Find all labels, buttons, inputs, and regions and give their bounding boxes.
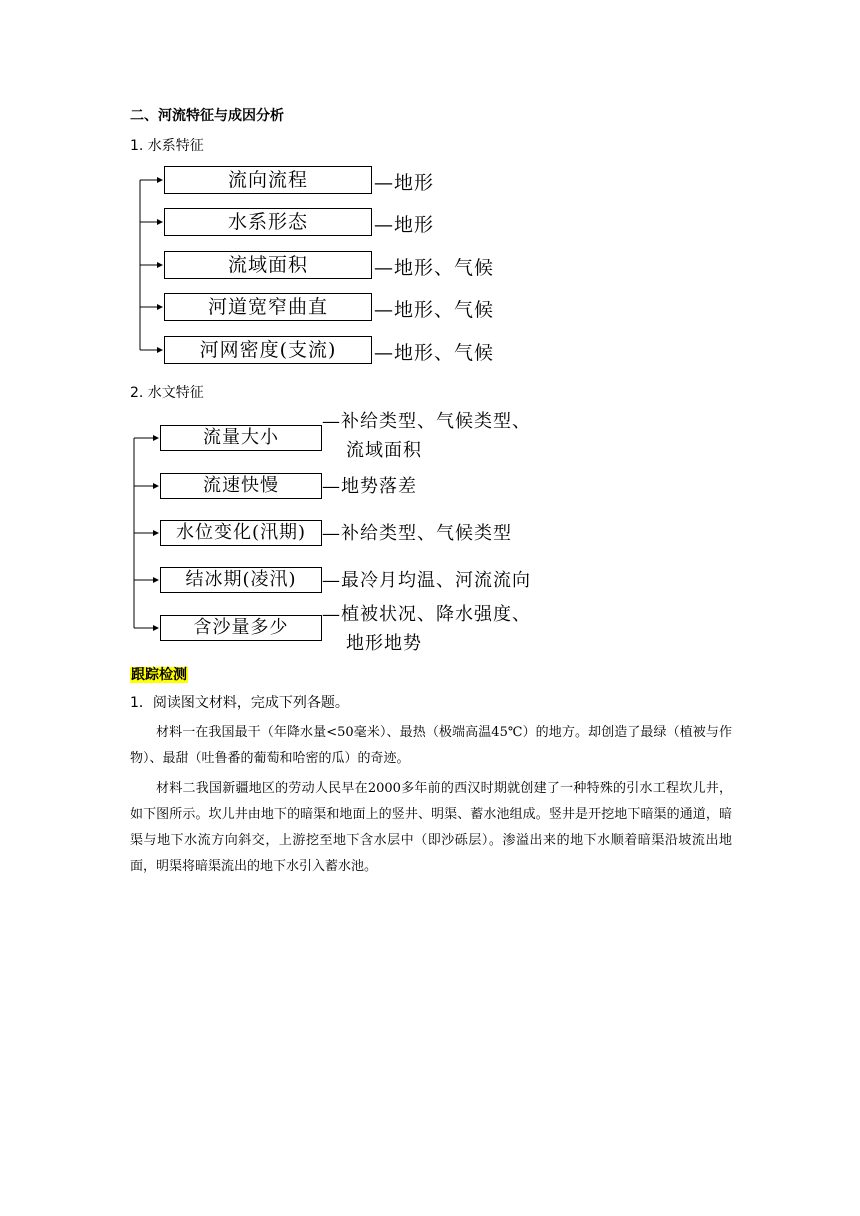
hydrology-box: 流量大小 bbox=[160, 425, 322, 451]
water-system-factor: —地形、气候 bbox=[374, 299, 495, 321]
material-one: 材料一在我国最干（年降水量<50毫米）、最热（极端高温45℃）的地方。却创造了最绿（植被与作物）、最甜（吐鲁番的葡萄和哈密的瓜）的奇迹。 bbox=[130, 725, 732, 766]
question-prompt: 1．阅读图文材料，完成下列各题。 bbox=[130, 695, 349, 711]
water-system-factor: —地形、气候 bbox=[374, 257, 495, 279]
hydrology-factor-line1: —补给类型、气候类型、 bbox=[322, 411, 531, 432]
hydrology-factor: —补给类型、气候类型 bbox=[322, 523, 512, 544]
hydrology-factor-line2: 地形地势 bbox=[346, 633, 422, 654]
hydrology-factor: —最冷月均温、河流流向 bbox=[322, 570, 531, 591]
hydrology-factor-line2: 流域面积 bbox=[346, 440, 422, 461]
water-system-factor: —地形 bbox=[374, 214, 435, 236]
material-two: 材料二我国新疆地区的劳动人民早在2000多年前的西汉时期就创建了一种特殊的引水工程坎儿井，如下图所示。坎儿井由地下的暗渠和地面上的竖井、明渠、蓄水池组成。竖井是开挖地下暗渠的通道，暗渠与地下水流方向斜交，上游挖至地下含水层中（即沙砾层）。渗溢出来的地下水顺着暗渠沿坡流出地面，明渠将暗渠流出的地下水引入蓄水池。 bbox=[130, 781, 732, 874]
water-system-box: 水系形态 bbox=[164, 208, 372, 236]
hydrology-factor-line1: —植被状况、降水强度、 bbox=[322, 604, 531, 625]
water-system-factor: —地形 bbox=[374, 172, 435, 194]
tracking-title: 跟踪检测 bbox=[131, 667, 187, 683]
water-system-box: 河网密度(支流) bbox=[164, 336, 372, 364]
hydrology-box: 水位变化(汛期) bbox=[160, 520, 322, 546]
water-system-title: 1. 水系特征 bbox=[130, 138, 204, 154]
hydrology-factor bbox=[322, 600, 531, 658]
water-system-box: 流向流程 bbox=[164, 166, 372, 194]
water-system-box: 河道宽窄曲直 bbox=[164, 293, 372, 321]
section-title: 二、河流特征与成因分析 bbox=[130, 108, 284, 124]
water-system-factor: —地形、气候 bbox=[374, 342, 495, 364]
hydrology-factor: —地势落差 bbox=[322, 476, 417, 497]
hydrology-factor bbox=[322, 407, 531, 465]
hydrology-title: 2. 水文特征 bbox=[130, 385, 204, 401]
hydrology-box: 结冰期(凌汛) bbox=[160, 567, 322, 593]
water-system-box: 流域面积 bbox=[164, 251, 372, 279]
hydrology-box: 含沙量多少 bbox=[160, 615, 322, 641]
hydrology-box: 流速快慢 bbox=[160, 473, 322, 499]
